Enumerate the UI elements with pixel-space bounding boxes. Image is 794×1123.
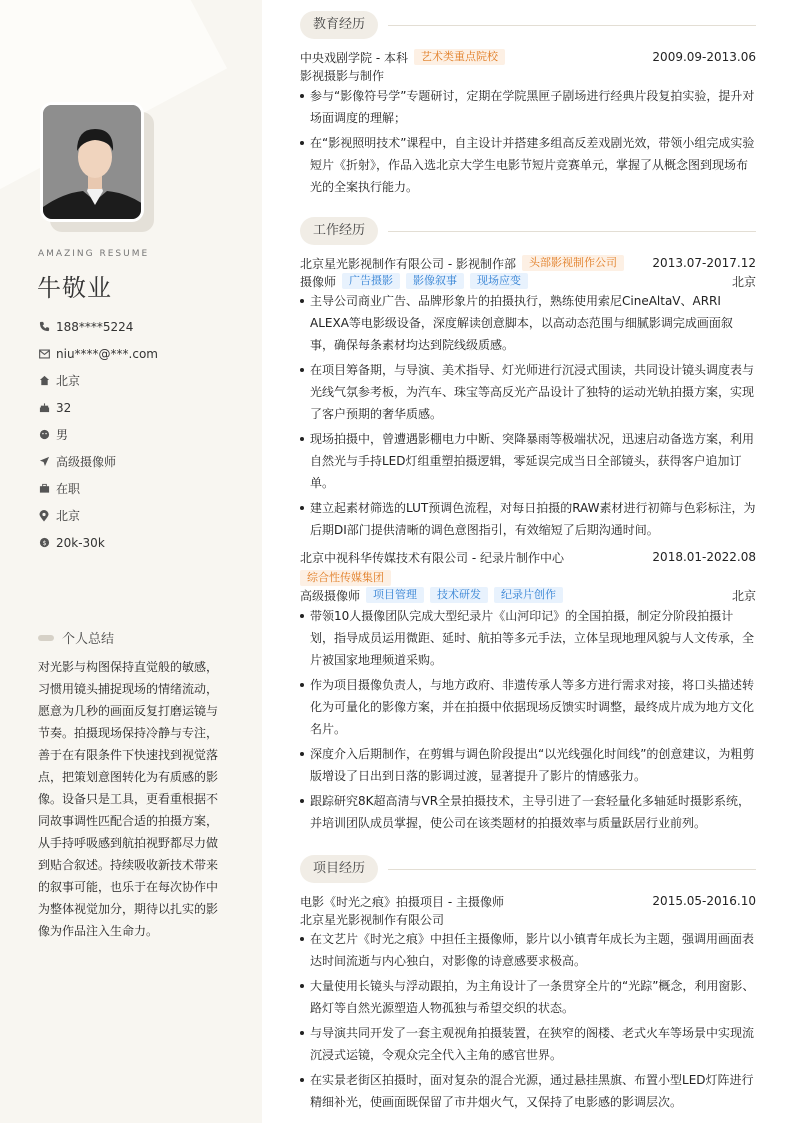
job-role: 高级摄像师	[300, 588, 361, 603]
list-item: 深度介入后期制作，在剪辑与调色阶段提出“以光线强化时间线”的创意建议，为粗剪版增设了日出到日落的影调过渡，显著提升了影片的情感张力。	[300, 743, 756, 787]
project-header-row	[300, 892, 756, 910]
section-title: 工作经历	[300, 217, 378, 245]
job-role-row	[300, 586, 756, 604]
education-header-row	[300, 48, 756, 66]
location-icon	[38, 510, 50, 522]
job-role: 摄像师	[300, 274, 337, 289]
project-org-row	[300, 910, 756, 928]
job-header-row	[300, 548, 756, 566]
skill-tag: 纪录片创作	[494, 587, 563, 603]
project-date: 2015.05-2016.10	[652, 894, 756, 908]
school-tag: 艺术类重点院校	[414, 49, 505, 65]
info-text: 32	[56, 400, 72, 415]
company-tag-row	[300, 569, 756, 587]
project-name: 电影《时光之痕》拍摄项目 - 主摄像师	[300, 894, 504, 909]
school-name: 中央戏剧学院 - 本科	[300, 50, 408, 65]
list-item: 在实景老街区拍摄时，面对复杂的混合光源，通过悬挂黑旗、布置小型LED灯阵进行精细补光，使画面既保留了市井烟火气，又保持了电影感的影调层次。	[300, 1069, 756, 1113]
heading-marker	[38, 635, 54, 641]
info-text: 北京	[56, 509, 81, 523]
summary-title: 个人总结	[62, 632, 115, 647]
tagline: AMAZING RESUME	[38, 249, 150, 259]
position-row	[38, 448, 248, 475]
job-date: 2013.07-2017.12	[652, 256, 756, 270]
home-icon	[38, 375, 50, 387]
list-item: 带领10人摄像团队完成大型纪录片《山河印记》的全国拍摄，制定分阶段拍摄计划，指导成员运用微距、延时、航拍等多元手法，立体呈现地理风貌与人文传承，全片被国家地理频道采购。	[300, 605, 756, 671]
project-section-header	[300, 855, 756, 883]
salary-row	[38, 529, 248, 556]
phone-row	[38, 313, 248, 340]
list-item: 主导公司商业广告、品牌形象片的拍摄执行，熟练使用索尼CineAltaV、ARRI ALEXA等电影级设备，深度解读创意脚本，以高动态范围与细腻影调完成画面叙事，确保每条素材均达到院线级质感。	[300, 290, 756, 356]
company-name: 北京星光影视制作有限公司 - 影视制作部	[300, 256, 516, 271]
sidebar	[0, 0, 262, 1123]
city-row	[38, 502, 248, 529]
skill-tag: 技术研发	[430, 587, 488, 603]
email-row	[38, 340, 248, 367]
gender-row	[38, 421, 248, 448]
list-item: 在“影视照明技术”课程中，自主设计并搭建多组高反差戏剧光效，带领小组完成实验短片《折射》，作品入选北京大学生电影节短片竞赛单元，掌握了从概念图到现场布光的全案执行能力。	[300, 132, 756, 198]
project-org: 北京星光影视制作有限公司	[300, 912, 445, 927]
education-date: 2009.09-2013.06	[652, 50, 756, 64]
info-text: 188****5224	[56, 319, 134, 334]
company-name: 北京中视科华传媒技术有限公司 - 纪录片制作中心	[300, 550, 564, 565]
project-bullets	[300, 928, 756, 1116]
list-item: 作为项目摄像负责人，与地方政府、非遗传承人等多方进行需求对接，将口头描述转化为可量化的影像方案，并在拍摄中依据现场反馈实时调整，最终成片成为地方文化名片。	[300, 674, 756, 740]
avatar	[40, 102, 152, 230]
list-item: 在文艺片《时光之痕》中担任主摄像师，影片以小镇青年成长为主题，强调用画面表达时间流逝与内心独白，对影像的诗意感要求极高。	[300, 928, 756, 972]
info-text: 男	[56, 428, 69, 442]
salary-icon	[38, 537, 50, 549]
mail-icon	[38, 348, 50, 360]
svg-text:$: $	[41, 538, 47, 547]
major-row	[300, 66, 756, 84]
skill-tag: 广告摄影	[342, 273, 400, 289]
section-title: 项目经历	[300, 855, 378, 883]
cake-icon	[38, 402, 50, 414]
send-icon	[38, 456, 50, 468]
list-item: 参与“影像符号学”专题研讨，定期在学院黑匣子剧场进行经典片段复拍实验，提升对场面调度的理解；	[300, 85, 756, 129]
company-tag: 综合性传媒集团	[300, 570, 391, 586]
job-bullets	[300, 605, 756, 837]
job-bullets	[300, 290, 756, 544]
list-item: 建立起素材筛选的LUT预调色流程，对每日拍摄的RAW素材进行初筛与色彩标注，为后期DI部门提供清晰的调色意图指引，有效缩短了后期沟通时间。	[300, 497, 756, 541]
education-section-header	[300, 11, 756, 39]
work-section-header	[300, 217, 756, 245]
job-role-row	[300, 272, 756, 290]
age-row	[38, 394, 248, 421]
gender-icon	[38, 429, 50, 441]
major: 影视摄影与制作	[300, 68, 385, 83]
skill-tag: 影像叙事	[406, 273, 464, 289]
list-item: 大量使用长镜头与浮动跟拍，为主角设计了一条贯穿全片的“光踪”概念，利用窗影、路灯等自然光源塑造人物孤独与希望交织的状态。	[300, 975, 756, 1019]
status-row	[38, 475, 248, 502]
residence-row	[38, 367, 248, 394]
summary-heading	[38, 628, 114, 647]
phone-icon	[38, 321, 50, 333]
list-item: 现场拍摄中，曾遭遇影棚电力中断、突降暴雨等极端状况，迅速启动备选方案，利用自然光与手持LED灯组重塑拍摄逻辑，零延误完成当日全部镜头，获得客户追加订单。	[300, 428, 756, 494]
info-text: 在职	[56, 482, 81, 496]
info-text: niu****@***.com	[56, 346, 158, 361]
job-city: 北京	[731, 274, 756, 289]
skill-tag: 现场应变	[470, 273, 528, 289]
section-title: 教育经历	[300, 11, 378, 39]
education-bullets	[300, 85, 756, 201]
job-header-row	[300, 254, 756, 272]
contact-info	[38, 313, 248, 556]
info-text: 北京	[56, 374, 81, 388]
list-item: 跟踪研究8K超高清与VR全景拍摄技术，主导引进了一套轻量化多轴延时摄影系统，并培训团队成员掌握，使公司在该类题材的拍摄效率与质量跃居行业前列。	[300, 790, 756, 834]
skill-tag: 项目管理	[366, 587, 424, 603]
list-item: 在项目筹备期，与导演、美术指导、灯光师进行沉浸式围读，共同设计镜头调度表与光线气氛参考板，为汽车、珠宝等高反光产品设计了独特的运动光轨拍摄方案，实现了客户预期的奢华质感。	[300, 359, 756, 425]
briefcase-icon	[38, 483, 50, 495]
job-date: 2018.01-2022.08	[652, 550, 756, 564]
info-text: 20k-30k	[56, 535, 105, 550]
candidate-name: 牛敬业	[37, 274, 112, 302]
summary-text: 对光影与构图保持直觉般的敏感，习惯用镜头捕捉现场的情绪流动，愿意为几秒的画面反复打磨运镜与节奏。拍摄现场保持冷静与专注，善于在有限条件下快速找到视觉落点，把策划意图转化为有质感的影像。设备只是工具，更看重根据不同故事调性匹配合适的拍摄方案，从手持呼吸感到航拍视野都尽力做到贴合叙述。持续吸收新技术带来的叙事可能，也乐于在每次协作中为整体视觉加分，期待以扎实的影像为作品注入生命力。	[38, 660, 219, 938]
job-city: 北京	[731, 588, 756, 603]
company-tag: 头部影视制作公司	[522, 255, 624, 271]
list-item: 与导演共同开发了一套主观视角拍摄装置，在狭窄的阁楼、老式火车等场景中实现流沉浸式运镜，令观众完全代入主角的感官世界。	[300, 1022, 756, 1066]
info-text: 高级摄像师	[56, 455, 117, 469]
